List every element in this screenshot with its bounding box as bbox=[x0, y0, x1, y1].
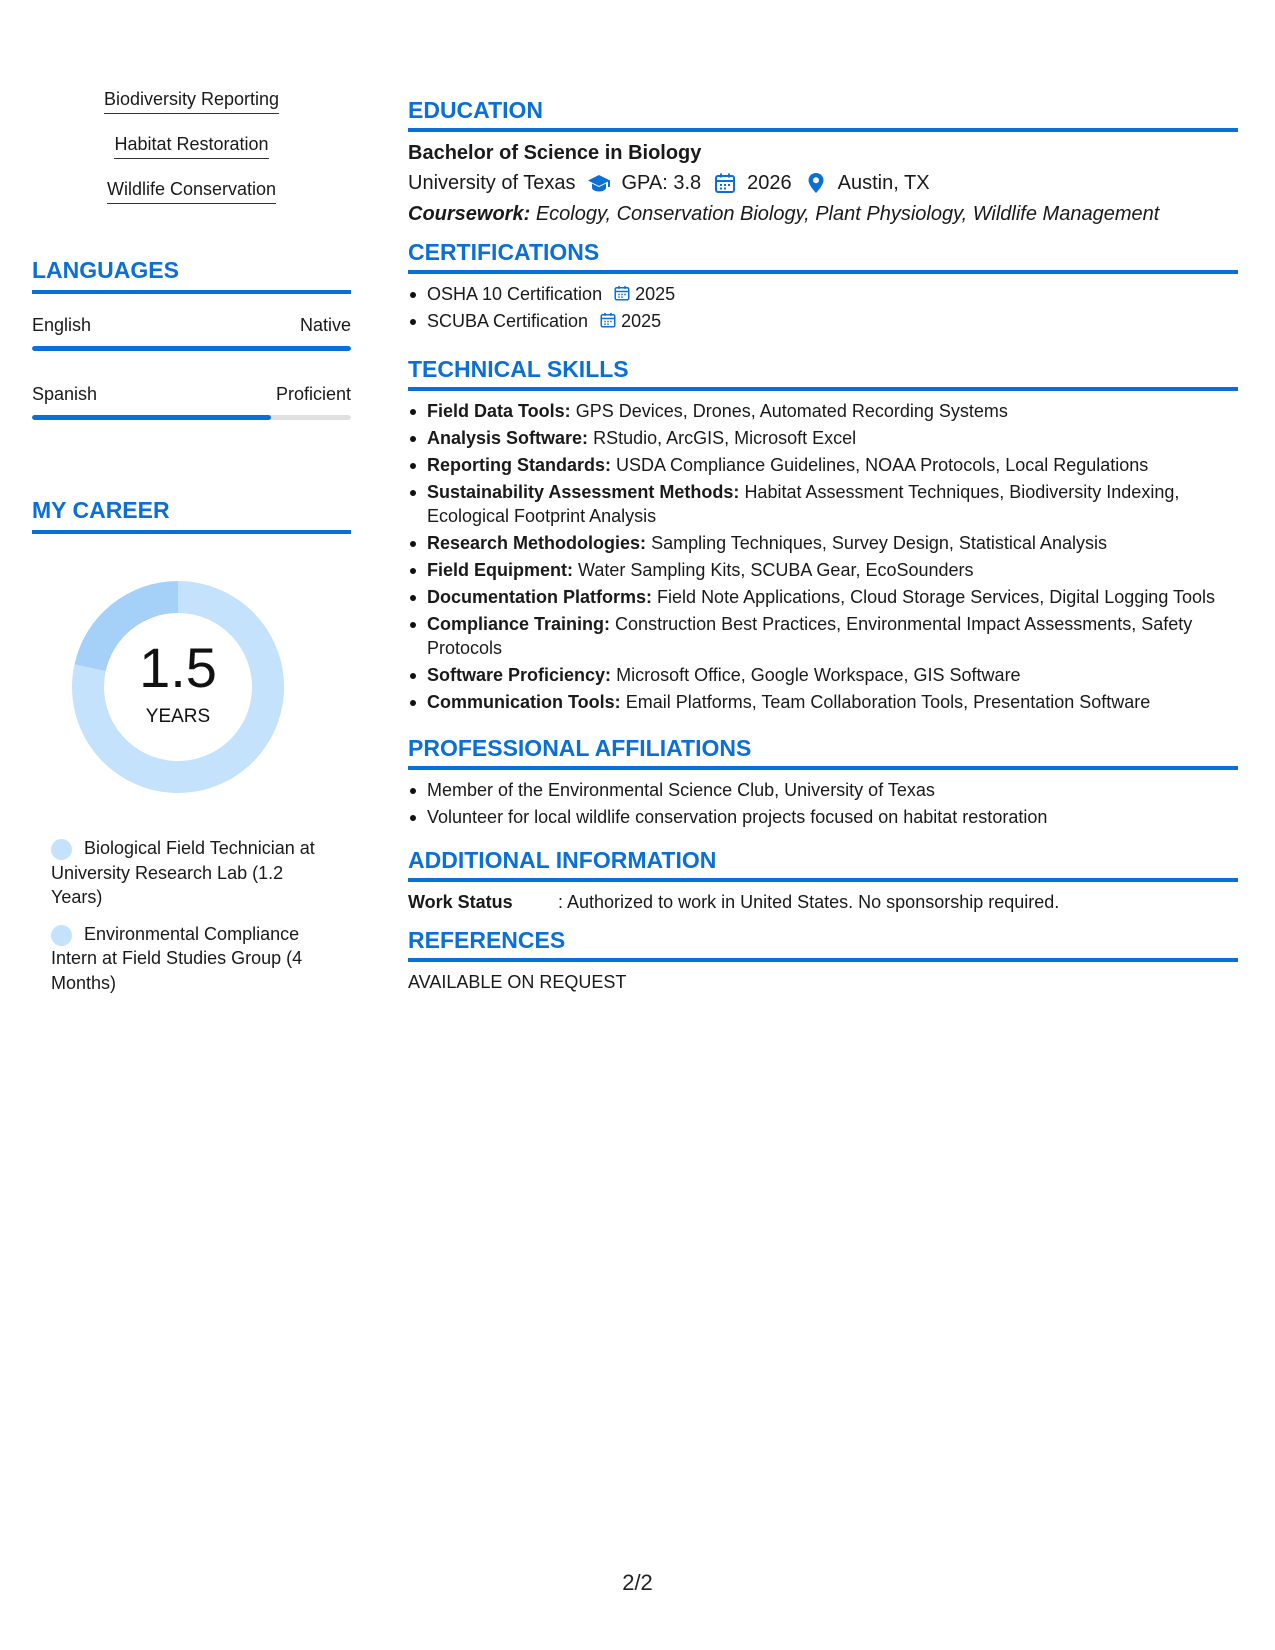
work-status-value: : Authorized to work in United States. No sponsorship required. bbox=[558, 892, 1060, 912]
skill-text: Construction Best Practices, Environmental Impact Assessments, Safety Protocols bbox=[427, 614, 1193, 658]
languages-heading: LANGUAGES bbox=[32, 256, 351, 294]
career-legend-item bbox=[51, 836, 321, 910]
coursework-line bbox=[408, 201, 1238, 227]
career-donut-chart bbox=[67, 576, 289, 798]
career-heading: MY CAREER bbox=[32, 496, 351, 534]
graduation-cap-icon bbox=[587, 171, 611, 195]
skill-label: Reporting Standards: bbox=[427, 455, 612, 475]
language-name: Spanish bbox=[32, 384, 98, 404]
skill-tag: Habitat Restoration bbox=[114, 133, 268, 159]
coursework-text: Ecology, Conservation Biology, Plant Physiology, Wildlife Management bbox=[535, 203, 1160, 225]
technical-skills-list bbox=[408, 399, 1238, 714]
skill-item bbox=[408, 531, 1238, 555]
degree-title: Bachelor of Science in Biology bbox=[408, 142, 702, 164]
graduation-year: 2026 bbox=[747, 172, 792, 194]
skill-label: Communication Tools: bbox=[427, 692, 621, 712]
skill-tag: Biodiversity Reporting bbox=[104, 88, 279, 114]
affiliations-section bbox=[408, 734, 1238, 832]
skill-label: Field Data Tools: bbox=[427, 401, 571, 421]
technical-skills-heading: TECHNICAL SKILLS bbox=[408, 355, 1238, 391]
career-legend-item bbox=[51, 922, 321, 996]
skill-text: Habitat Assessment Techniques, Biodiversity Indexing, Ecological Footprint Analysis bbox=[427, 482, 1180, 526]
skill-label: Documentation Platforms: bbox=[427, 587, 653, 607]
calendar-icon bbox=[599, 311, 617, 329]
skill-item bbox=[408, 585, 1238, 609]
career-role-label: Biological Field Technician at University Research Lab (1.2 Years) bbox=[51, 838, 315, 907]
certification-name: SCUBA Certification bbox=[427, 311, 589, 331]
affiliations-list bbox=[408, 778, 1238, 829]
language-proficiency-bar bbox=[32, 415, 351, 420]
certification-item bbox=[408, 309, 1238, 333]
skill-text: Field Note Applications, Cloud Storage Services, Digital Logging Tools bbox=[657, 587, 1216, 607]
skill-text: RStudio, ArcGIS, Microsoft Excel bbox=[593, 428, 857, 448]
language-proficiency-fill bbox=[32, 346, 351, 351]
certifications-heading: CERTIFICATIONS bbox=[408, 238, 1238, 274]
references-heading: REFERENCES bbox=[408, 926, 1238, 962]
skill-label: Research Methodologies: bbox=[427, 533, 647, 553]
language-item bbox=[32, 383, 351, 420]
school-name: University of Texas bbox=[408, 172, 576, 194]
references-text: AVAILABLE ON REQUEST bbox=[408, 972, 627, 992]
skill-label: Compliance Training: bbox=[427, 614, 611, 634]
skill-label: Field Equipment: bbox=[427, 560, 573, 580]
skill-text: Sampling Techniques, Survey Design, Statistical Analysis bbox=[651, 533, 1107, 553]
skill-text: GPS Devices, Drones, Automated Recording Systems bbox=[575, 401, 1008, 421]
legend-dot-icon bbox=[51, 925, 72, 946]
language-name: English bbox=[32, 315, 92, 335]
career-total-value: 1.5 bbox=[139, 636, 217, 699]
page-number: 2/2 bbox=[622, 1570, 653, 1595]
skill-item bbox=[408, 453, 1238, 477]
legend-dot-icon bbox=[51, 839, 72, 860]
education-section bbox=[408, 96, 1238, 227]
education-heading: EDUCATION bbox=[408, 96, 1238, 132]
certifications-section bbox=[408, 238, 1238, 336]
language-item bbox=[32, 314, 351, 351]
skill-item bbox=[408, 399, 1238, 423]
location-pin-icon bbox=[804, 171, 828, 195]
career-role-label: Environmental Compliance Intern at Field Studies Group (4 Months) bbox=[51, 923, 303, 993]
career-legend bbox=[51, 836, 321, 1007]
skill-item bbox=[408, 663, 1238, 687]
certifications-list bbox=[408, 282, 1238, 333]
education-meta bbox=[408, 169, 1238, 197]
skill-tags bbox=[32, 88, 351, 223]
skill-item bbox=[408, 480, 1238, 528]
language-proficiency-fill bbox=[32, 415, 271, 420]
additional-info-heading: ADDITIONAL INFORMATION bbox=[408, 846, 1238, 882]
certification-year: 2025 bbox=[621, 311, 662, 331]
coursework-label: Coursework: bbox=[408, 203, 531, 225]
affiliation-item: Member of the Environmental Science Club, University of Texas bbox=[408, 778, 1238, 802]
skill-item bbox=[408, 612, 1238, 660]
references-section bbox=[408, 926, 1238, 994]
skill-text: Email Platforms, Team Collaboration Tools, Presentation Software bbox=[625, 692, 1151, 712]
calendar-icon bbox=[713, 171, 737, 195]
affiliation-item: Volunteer for local wildlife conservation projects focused on habitat restoration bbox=[408, 805, 1238, 829]
skill-text: USDA Compliance Guidelines, NOAA Protocols, Local Regulations bbox=[616, 455, 1149, 475]
affiliations-heading: PROFESSIONAL AFFILIATIONS bbox=[408, 734, 1238, 770]
skill-label: Software Proficiency: bbox=[427, 665, 612, 685]
skill-item bbox=[408, 690, 1238, 714]
technical-skills-section bbox=[408, 355, 1238, 717]
skill-text: Water Sampling Kits, SCUBA Gear, EcoSounders bbox=[578, 560, 974, 580]
certification-item bbox=[408, 282, 1238, 306]
language-level: Proficient bbox=[275, 384, 351, 404]
language-level: Native bbox=[299, 315, 351, 335]
additional-info-section bbox=[408, 846, 1238, 914]
skill-item bbox=[408, 558, 1238, 582]
skill-label: Sustainability Assessment Methods: bbox=[427, 482, 740, 502]
certification-name: OSHA 10 Certification bbox=[427, 284, 603, 304]
skill-text: Microsoft Office, Google Workspace, GIS Software bbox=[616, 665, 1021, 685]
skill-item bbox=[408, 426, 1238, 450]
gpa-text: GPA: 3.8 bbox=[621, 172, 702, 194]
skill-tag: Wildlife Conservation bbox=[107, 178, 276, 204]
skill-label: Analysis Software: bbox=[427, 428, 589, 448]
education-location: Austin, TX bbox=[837, 172, 930, 194]
language-proficiency-bar bbox=[32, 346, 351, 351]
work-status-label: Work Status bbox=[408, 892, 513, 912]
career-total-unit: YEARS bbox=[145, 706, 211, 727]
work-status-row bbox=[408, 890, 1238, 914]
calendar-icon bbox=[613, 284, 631, 302]
certification-year: 2025 bbox=[635, 284, 676, 304]
